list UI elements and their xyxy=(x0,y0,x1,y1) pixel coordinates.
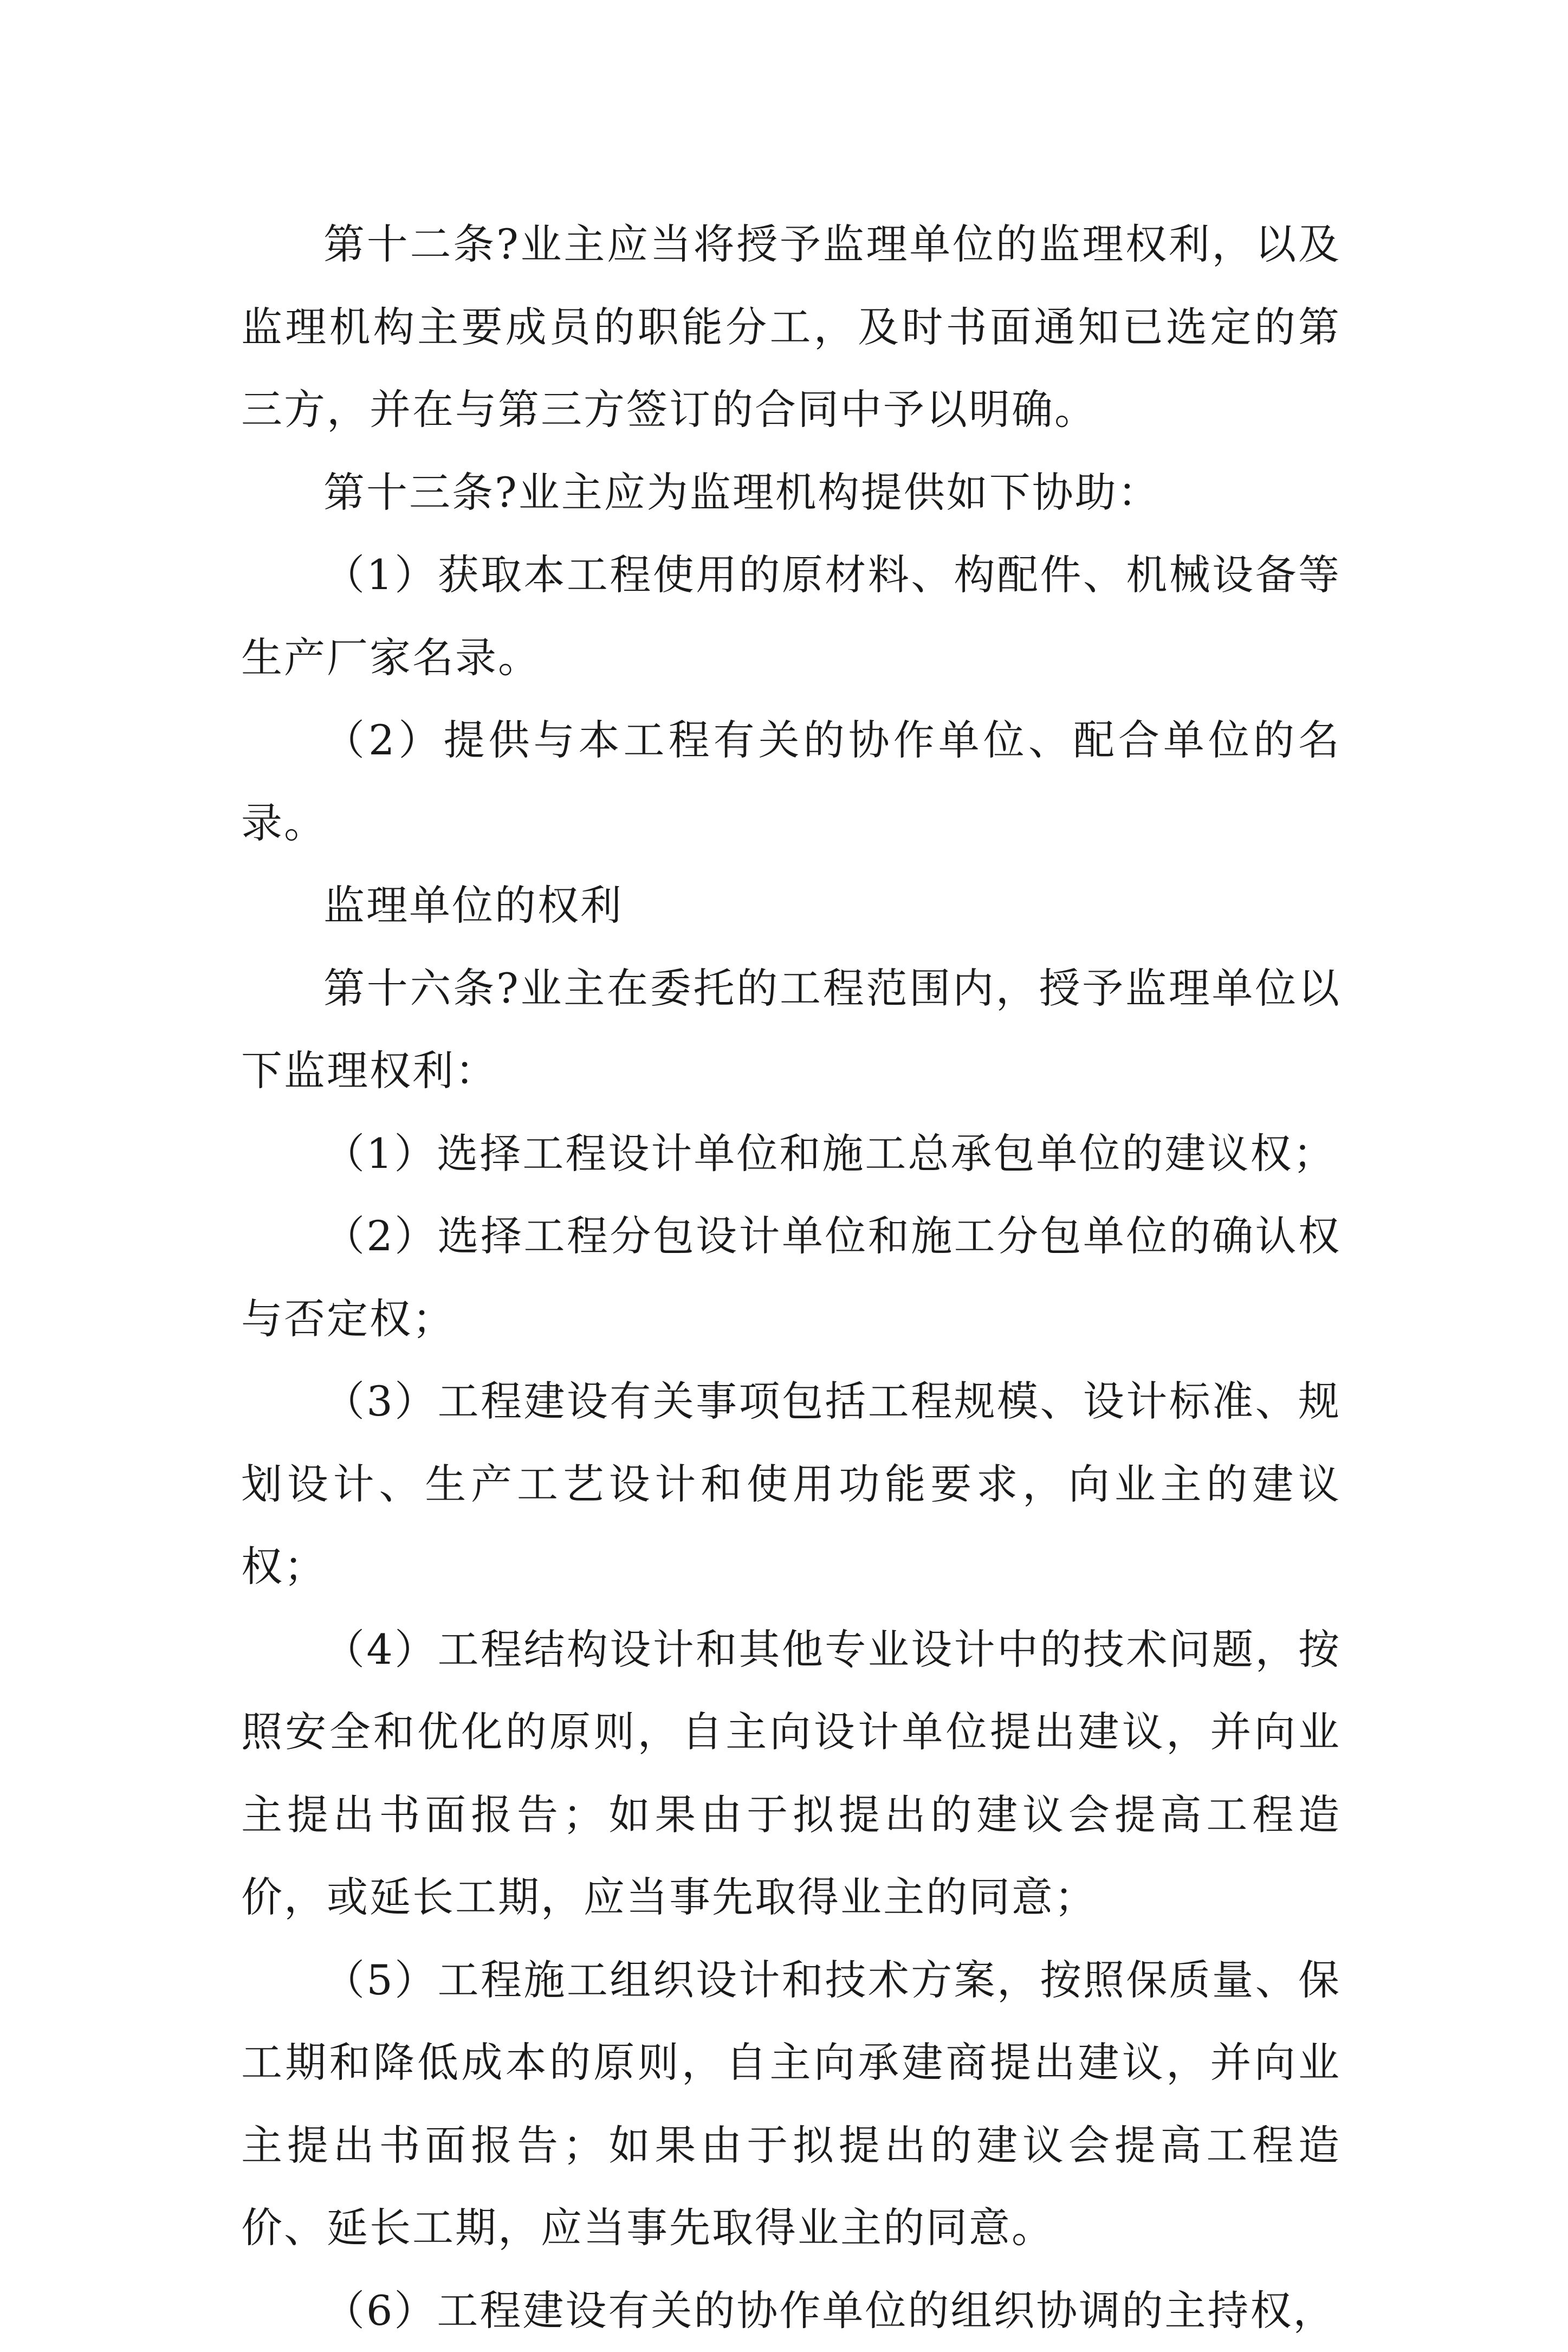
section-heading: 监理单位的权利 xyxy=(241,864,1341,947)
list-item-13-2: （2）提供与本工程有关的协作单位、配合单位的名录。 xyxy=(241,699,1341,864)
list-item-16-4: （4）工程结构设计和其他专业设计中的技术问题，按照安全和优化的原则，自主向设计单位提出建议，并向业主提出书面报告；如果由于拟提出的建议会提高工程造价，或延长工期，应当事先取得业主的同意； xyxy=(241,1608,1341,1939)
list-item-16-1: （1）选择工程设计单位和施工总承包单位的建议权； xyxy=(241,1113,1341,1196)
paragraph-article-16: 第十六条?业主在委托的工程范围内，授予监理单位以下监理权利： xyxy=(241,947,1341,1113)
list-item-16-6: （6）工程建设有关的协作单位的组织协调的主持权， xyxy=(241,2270,1341,2352)
list-item-16-2: （2）选择工程分包设计单位和施工分包单位的确认权与否定权； xyxy=(241,1195,1341,1360)
list-item-16-5: （5）工程施工组织设计和技术方案，按照保质量、保工期和降低成本的原则，自主向承建商提出建议，并向业主提出书面报告；如果由于拟提出的建议会提高工程造价、延长工期，应当事先取得业主的同意。 xyxy=(241,1939,1341,2270)
document-body xyxy=(241,203,1341,2352)
paragraph-article-13: 第十三条?业主应为监理机构提供如下协助： xyxy=(241,451,1341,534)
list-item-13-1: （1）获取本工程使用的原材料、构配件、机械设备等生产厂家名录。 xyxy=(241,534,1341,699)
list-item-16-3: （3）工程建设有关事项包括工程规模、设计标准、规划设计、生产工艺设计和使用功能要求，向业主的建议权； xyxy=(241,1360,1341,1608)
paragraph-article-12: 第十二条?业主应当将授予监理单位的监理权利，以及监理机构主要成员的职能分工，及时书面通知已选定的第三方，并在与第三方签订的合同中予以明确。 xyxy=(241,203,1341,451)
